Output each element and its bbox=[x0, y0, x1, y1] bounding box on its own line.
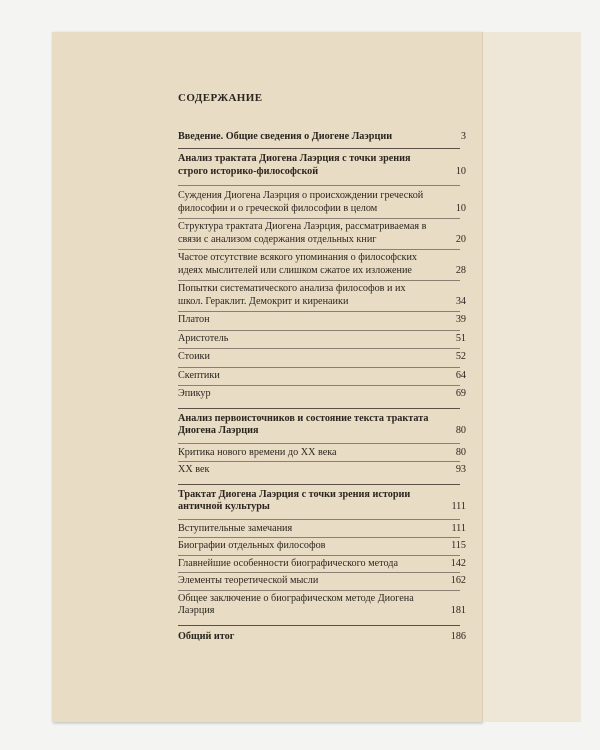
toc-entry-page: 80 bbox=[455, 425, 466, 436]
toc-entry-text: Критика нового времени до XX века bbox=[178, 446, 337, 458]
toc-entry-text: Эпикур bbox=[178, 388, 211, 399]
toc-entry bbox=[178, 370, 466, 383]
toc-entry-text: XX век bbox=[178, 464, 210, 475]
toc-entry-text: Анализ трактата Диогена Лаэрция с точки зрения строго историко-философской bbox=[178, 153, 411, 177]
toc-entry-page: 20 bbox=[455, 233, 466, 245]
table-of-contents bbox=[126, 92, 466, 645]
toc-entry-text: Вступительные замечания bbox=[178, 522, 293, 534]
toc-entry-page: 162 bbox=[450, 575, 466, 586]
divider bbox=[178, 625, 460, 626]
divider bbox=[178, 572, 460, 573]
divider bbox=[178, 348, 460, 349]
divider bbox=[178, 185, 460, 186]
divider bbox=[178, 555, 460, 556]
toc-entry-text: Трактат Диогена Лаэрция с точки зрения истории античной культуры bbox=[178, 488, 411, 512]
toc-entry bbox=[178, 283, 466, 308]
divider bbox=[178, 249, 460, 250]
toc-entry-page: 52 bbox=[455, 351, 466, 362]
toc-entry-text: Общее заключение о биографическом методе Диогена Лаэрция bbox=[178, 592, 414, 616]
toc-entry bbox=[178, 464, 466, 477]
toc-entry-page: 186 bbox=[450, 630, 466, 642]
toc-entry-text: Суждения Диогена Лаэрция о происхождении греческой философии и о греческой философии в целом bbox=[178, 190, 424, 214]
divider bbox=[178, 408, 460, 409]
toc-entry-page: 51 bbox=[455, 332, 466, 344]
toc-entry-text: Структура трактата Диогена Лаэрция, рассматриваемая в связи с анализом содержания отдельных книг bbox=[178, 221, 427, 245]
toc-entry bbox=[178, 540, 466, 553]
toc-entry bbox=[178, 593, 466, 618]
facing-page bbox=[482, 32, 581, 722]
toc-entry-text: Общий итог bbox=[178, 630, 235, 642]
divider bbox=[178, 443, 460, 444]
toc-entry-page: 115 bbox=[451, 540, 466, 551]
toc-entry-text: Введение. Общие сведения о Диогене Лаэрции bbox=[178, 130, 393, 142]
toc-entry bbox=[178, 447, 466, 460]
divider bbox=[178, 330, 460, 331]
toc-entry bbox=[178, 190, 466, 215]
divider bbox=[178, 280, 460, 281]
toc-entry bbox=[178, 153, 466, 178]
toc-entry-page: 39 bbox=[455, 314, 466, 325]
toc-entry bbox=[178, 413, 466, 438]
toc-entry bbox=[178, 351, 466, 364]
toc-entry bbox=[178, 631, 466, 644]
toc-entry-text: Главнейшие особенности биографического метода bbox=[178, 557, 398, 569]
divider bbox=[178, 484, 460, 485]
toc-entry-page: 142 bbox=[450, 557, 466, 569]
toc-entry-page: 111 bbox=[451, 501, 466, 512]
toc-entry bbox=[178, 575, 466, 588]
toc-entry-text: Анализ первоисточников и состояние текста трактата Диогена Лаэрция bbox=[178, 412, 429, 436]
toc-entry bbox=[178, 131, 466, 144]
toc-entry-text: Платон bbox=[178, 314, 210, 325]
divider bbox=[178, 367, 460, 368]
toc-entry-page: 80 bbox=[455, 446, 466, 458]
toc-entry-page: 64 bbox=[455, 369, 466, 381]
toc-entry-page: 69 bbox=[455, 388, 466, 399]
divider bbox=[178, 519, 460, 520]
toc-entry bbox=[178, 333, 466, 346]
toc-entry bbox=[178, 221, 466, 246]
toc-entry bbox=[178, 314, 466, 327]
page-title: СОДЕРЖАНИЕ bbox=[178, 92, 263, 104]
toc-entry bbox=[178, 523, 466, 536]
toc-entry-page: 93 bbox=[455, 464, 466, 475]
divider bbox=[178, 385, 460, 386]
divider bbox=[178, 461, 460, 462]
toc-entry-page: 10 bbox=[455, 202, 466, 214]
divider bbox=[178, 218, 460, 219]
toc-entry-text: Биографии отдельных философов bbox=[178, 540, 326, 551]
toc-entry bbox=[178, 388, 466, 401]
divider bbox=[178, 537, 460, 538]
toc-entry-text: Аристотель bbox=[178, 332, 229, 344]
divider bbox=[178, 590, 460, 591]
toc-entry-page: 3 bbox=[460, 130, 466, 142]
divider bbox=[178, 311, 460, 312]
toc-entry-text: Частое отсутствие всякого упоминания о философских идеях мыслителей или слишком сжатое их изложение bbox=[178, 252, 418, 276]
toc-entry-page: 34 bbox=[455, 295, 466, 307]
toc-entry bbox=[178, 489, 466, 514]
toc-entry-text: Попытки систематического анализа философов и их школ. Гераклит. Демокрит и киренаики bbox=[178, 283, 406, 307]
toc-entry-page: 28 bbox=[455, 264, 466, 276]
toc-entry-text: Стоики bbox=[178, 351, 210, 362]
toc-entry bbox=[178, 252, 466, 277]
toc-entry-page: 111 bbox=[451, 522, 466, 534]
toc-entry-text: Элементы теоретической мысли bbox=[178, 575, 319, 586]
divider bbox=[178, 148, 460, 149]
toc-entry-page: 181 bbox=[450, 605, 466, 616]
toc-entry-text: Скептики bbox=[178, 369, 220, 381]
toc-entry-page: 10 bbox=[455, 165, 466, 177]
toc-entry bbox=[178, 558, 466, 571]
